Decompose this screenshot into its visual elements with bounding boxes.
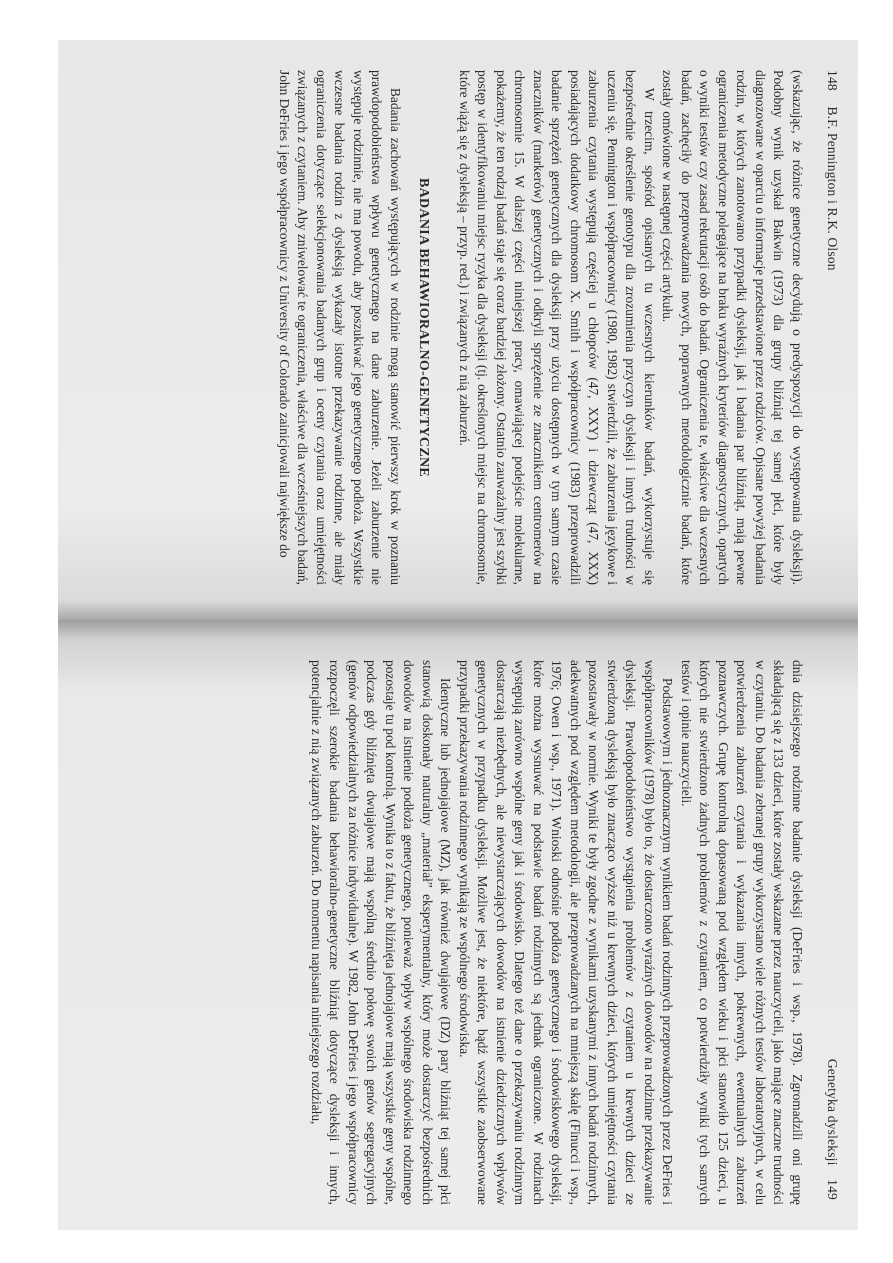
right-paragraph-1: dnia dzisiejszego rodzinne badanie dysleksji (DeFries i wsp., 1978). Zgromadzili oni grupę składającą się z 133 dzieci, które zostały wskazane przez nauczycieli, jako mające znaczne trudności w czytaniu. Do badania zebranej grupy wykorzystano wiele różnych testów laboratoryjnych, w celu potwierdzenia zaburzeń czytania i wykazania innych, pokrewnych, ewentualnych zaburzeń poznawczych. Grupę kontrolną dopasowaną pod względem wieku i płci stanowiło 125 dzieci, u których nie stwierdzono żadnych problemów z czytaniem, co potwierdziły wyniki tych samych testów i opinie nauczycieli.: [679, 660, 805, 1205]
left-paragraph-3: Badania zachowań występujących w rodzinie mogą stanowić pierwszy krok w poznaniu prawdopodobieństwa wpływu genetycznego na dane zaburzenie. Jeżeli zaburzenie nie występuje rodzinnie, nie ma powodu, aby poszukiwać jego genetycznego podłoża. Wszystkie wczesne badania rodzin z dysleksją wykazały istotne przekazywanie rodzinne, ale miały ograniczenia dotyczące selekcjonowania badanych grup i oceny czytania oraz umiejętności związanych z czytaniem. Aby zniwelować te ograniczenia, właściwe dla wcześniejszych badań, John DeFries i jego współpracownicy z University of Colorado zainicjowali największe do: [277, 70, 403, 585]
book-spread: [58, 40, 858, 1230]
right-running-head-title: Genetyka dysleksji: [825, 1058, 840, 1166]
left-paragraph-1: (wskazując, że różnice genetyczne decydują o predyspozycji do występowania dysleksji). Podobny wynik uzyskał Bakwin (1973) dla grupy bliźniąt tej samej płci, które były diagnozowane w oparciu o informacje przedstawione przez rodziców. Opisane powyżej badania rodzin, w których zanotowano przypadki dysleksji, jak i badania par bliźniąt, mają pewne ograniczenia metodyczne polegające na braku wyraźnych kryteriów diagnostycznych, opartych o wyniki testów czy zasad rekrutacji osób do badań. Ograniczenia te, właściwe dla wczesnych badań, zachęciły do przeprowadzania nowych, poprawnych metodologicznie badań, które zostały omówione w następnej części artykułu.: [660, 70, 805, 585]
section-heading: BADANIA BEHAWIORALNO-GENETYCZNE: [416, 177, 432, 478]
left-page-number: 148: [825, 70, 840, 91]
right-paragraph-3: Identyczne lub jednojajowe (MZ), jak również dwujajowe (DZ) pary bliźniąt tej samej płci stanowią doskonały naturalny „materiał” eksperymentalny, który może dostarczyć bezpośrednich dowodów na istnienie podłoża genetycznego, ponieważ wpływ wspólnego środowiska rodzinnego pozostaje tu pod kontrolą. Wynika to z faktu, że bliźnięta jednojajowe mają wszystkie geny wspólne, podczas gdy bliźnięta dwujajowe mają wspólną średnio połowę swoich genów segregacyjnych (genów odpowiedzialnych za różnice indywidualne). W 1982, John DeFries i jego współpracownicy rozpoczęli szerokie badania behawioralno-genetyczne bliźniąt dotyczące dysleksji i innych, potencjalnie z nią związanych zaburzeń. Do momentu napisania niniejszego rozdziału,: [309, 660, 454, 1205]
left-paragraph-2: W trzecim, spośród opisanych tu wczesnych kierunków badań, wykorzystuje się bezpośrednie określenie genotypu dla zrozumienia przyczyn dysleksji i innych trudności w uczeniu się. Pennington i współpracownicy (1980, 1982) stwierdzili, że zaburzenia językowe i zaburzenia czytania występują częściej u chłopców (47, XXY) i dziewcząt (47, XXX) posiadających dodatkowy chromosom X. Smith i współpracownicy (1983) przeprowadzili badanie sprzężeń genetycznych dla dysleksji przy użyciu dostępnych w tym samym czasie znaczników (markerów) genetycznych i odkryli sprzężenie ze znacznikiem centromerów na chromosomie 15. W dalszej części niniejszej pracy, omawiającej podejście molekularne, pokażemy, że ten rodzaj badań staje się coraz bardziej złożony. Ostatnio zauważalny jest szybki postęp w identyfikowaniu miejsc ryzyka dla dysleksji (tj. określonych miejsc na chromosomie, które wiążą się z dysleksją – przyp. red.) i związanych z nią zaburzeń.: [457, 70, 657, 585]
left-text-block: [275, 70, 807, 585]
right-page: [58, 620, 858, 1230]
right-running-head: [824, 1059, 840, 1200]
left-running-head-authors: B.F. Pennington i R.K. Olson: [825, 106, 840, 271]
right-paragraph-2: Podstawowym i jednoznacznym wynikiem badań rodzinnych przeprowadzonych przez DeFries i współpracowników (1978) było to, że dostarczono wyraźnych dowodów na rodzinne przekazywanie dysleksji. Prawdopodobieństwo wystąpienia problemów z czytaniem u krewnych dzieci ze stwierdzoną dysleksją było znacząco wyższe niż u krewnych dzieci, których umiejętności czytania pozostawały w normie. Wyniki te były zgodne z wynikami uzyskanymi z innych badań rodzinnych, adekwatnych pod względem metodologii, ale przeprowadzanych na mniejszą skalę (Finucci i wsp., 1976; Owen i wsp., 1971). Wnioski odnośnie podłoża genetycznego i środowiskowego dysleksji, które można wysnuwać na podstawie badań rodzinnych są jednak ograniczone. W rodzinach występują zarówno wspólne geny jak i środowisko. Dlatego też dane o przekazywaniu rodzinnym dostarczają niezbędnych, ale niewystarczających dowodów na istnienie dziedzicznych wpływów genetycznych w przypadku dysleksji. Możliwe jest, że niektóre, bądź wszystkie zaobserwowane przypadki przekazywania rodzinnego wynikają ze wspólnego środowiska.: [457, 660, 676, 1205]
left-page: [58, 40, 858, 620]
right-text-block: [307, 660, 807, 1205]
book-gutter-shadow: [58, 600, 858, 640]
right-page-number: 149: [825, 1179, 840, 1200]
left-running-head: [824, 70, 840, 271]
